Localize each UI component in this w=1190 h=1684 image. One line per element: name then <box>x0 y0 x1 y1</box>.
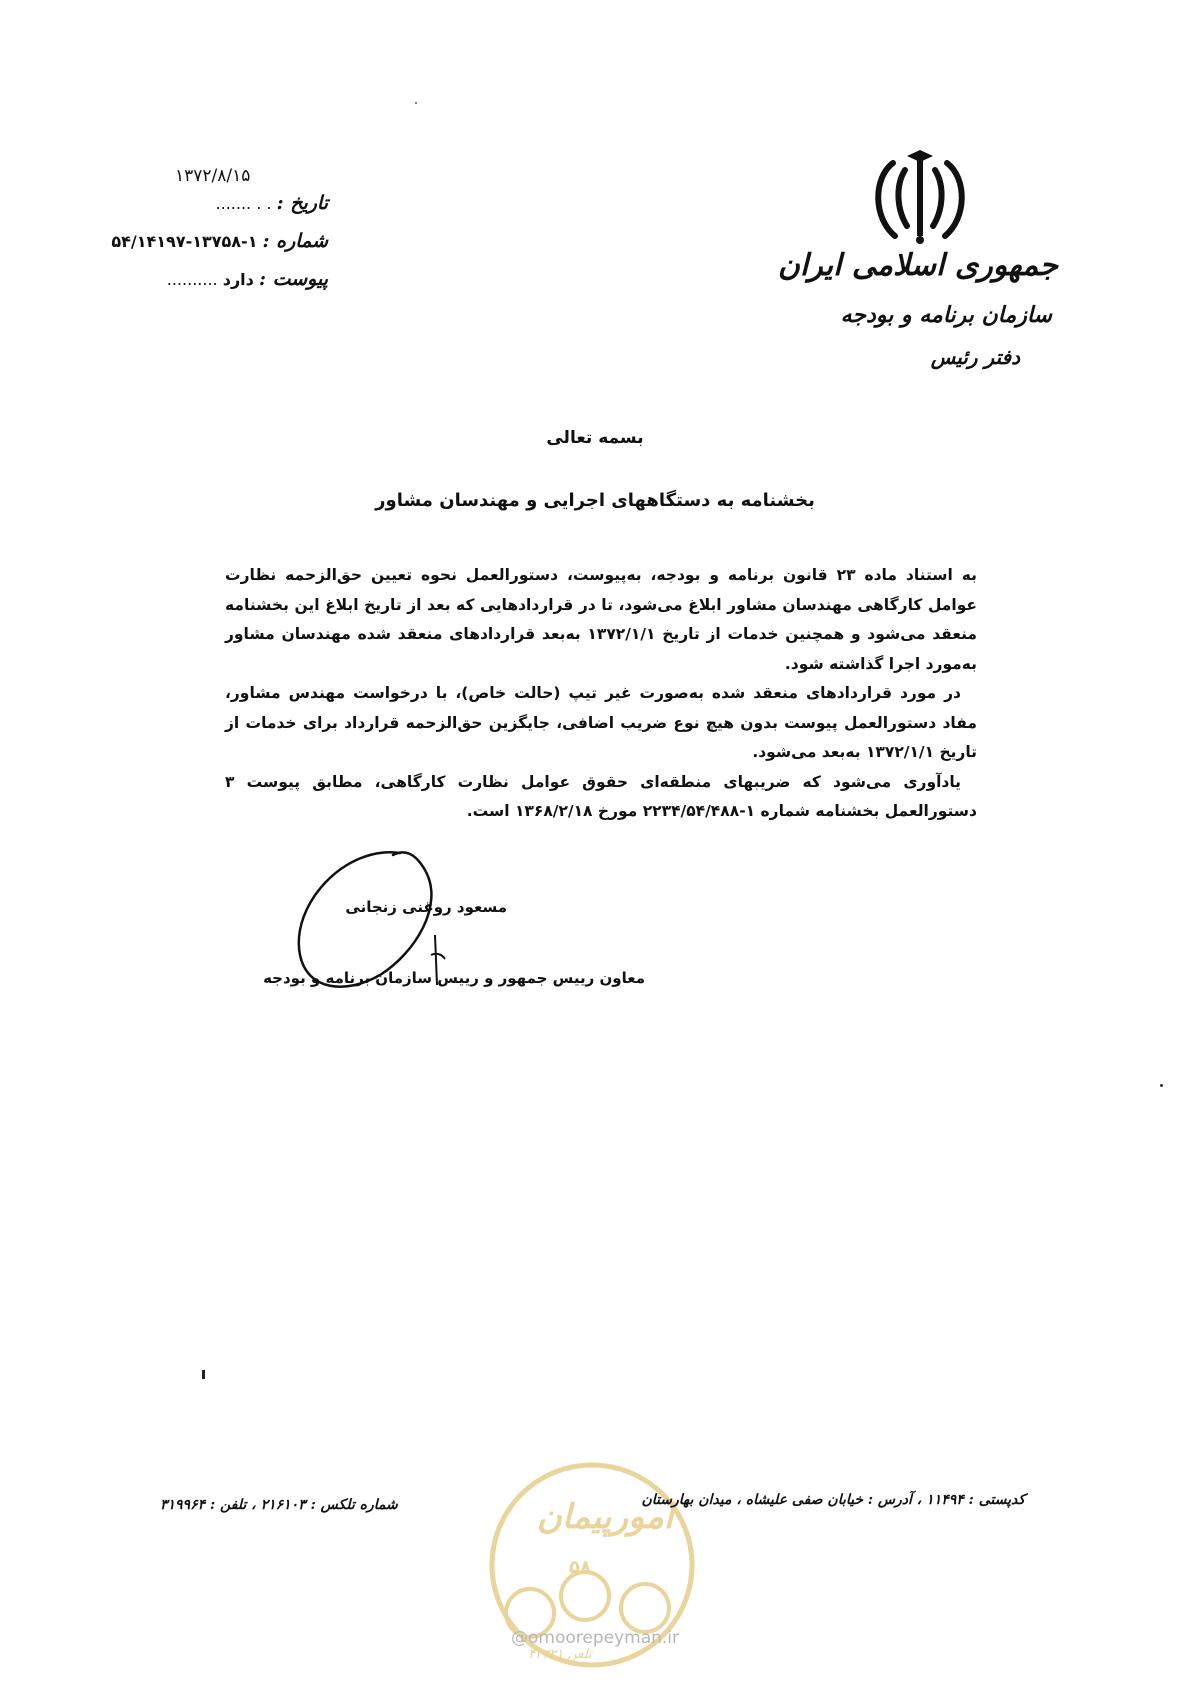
org-office: دفتر رئیس <box>930 345 1020 369</box>
scan-mark <box>202 1370 205 1379</box>
letter-subject: بخشنامه به دستگاههای اجرایی و مهندسان مشاور <box>375 490 815 511</box>
letter-date: ۱۳۷۲/۸/۱۵ <box>175 166 251 186</box>
body-paragraph-2: در مورد قراردادهای منعقد شده به‌صورت غیر تیپ (حالت خاص)، با درخواست مهندس مشاور، مفاد دستورالعمل پیوست بدون هیچ نوع ضریب اضافی، جایگزین حق‌الزحمه قرارداد برای خدمات از تاریخ ۱۳۷۲/۱/۱ به‌بعد می‌شود. <box>225 684 977 761</box>
body-paragraph-3: یادآوری می‌شود که ضریبهای منطقه‌ای حقوق عوامل نظارت کارگاهی، مطابق پیوست ۳ دستورالعمل بخشنامه شماره ۱-۲۲۳۴/۵۴/۴۸۸ مورخ ۱۳۶۸/۲/۱۸ است. <box>225 772 977 820</box>
number-label: شماره : <box>262 230 328 252</box>
date-label: تاریخ : <box>276 192 328 214</box>
footer-contact: شماره تلکس : ۲۱۶۱۰۳ ، تلفن : ۳۱۹۹۶۴ <box>160 1497 398 1513</box>
signer-title: معاون رییس جمهور و رییس سازمان برنامه و بودجه <box>263 969 645 987</box>
scan-dot <box>415 102 417 104</box>
signer-name: مسعود روغنی زنجانی <box>345 898 507 916</box>
body-paragraph-1: به استناد ماده ۲۳ قانون برنامه و بودجه، به‌پیوست، دستورالعمل نحوه تعیین حق‌الزحمه نظارت عوامل کارگاهی مهندسان مشاور ابلاغ می‌شود، تا در قراردادهایی که بعد از تاریخ ابلاغ این بخشنامه منعقد می‌شود و همچنین خدمات از تاریخ ۱۳۷۲/۱/۱ به‌بعد قراردادهای منعقد شده مهندسان مشاور به‌مورد اجرا گذاشته شود. <box>225 566 978 673</box>
watermark-phone: تلفن ۴۳۳۲۱ <box>528 1647 592 1662</box>
watermark-title: امورپیمان <box>536 1497 674 1537</box>
bismillah-heading: بسمه تعالی <box>546 428 644 448</box>
date-dots: . . ....... <box>215 194 272 213</box>
footer-address: کدپستی : ۱۱۴۹۴ ، آدرس : خیابان صفی علیشاه ، میدان بهارستان <box>641 1492 1025 1508</box>
attachment-label: پیوست : <box>258 268 328 290</box>
attachment-field <box>167 268 328 290</box>
watermark-number: ۵۸ <box>569 1557 591 1578</box>
org-country-name: جمهوری اسلامی ایران <box>777 248 1058 283</box>
letter-body <box>225 561 977 827</box>
letter-number: ۱-۱۳۷۵۸-۵۴/۱۴۱۹۷ <box>111 232 258 251</box>
iran-emblem-icon <box>865 148 975 248</box>
date-field <box>216 192 328 214</box>
attachment-value: دارد <box>222 270 254 289</box>
number-field <box>111 230 328 252</box>
org-name: سازمان برنامه و بودجه <box>840 302 1052 328</box>
scan-dot <box>1160 1084 1163 1087</box>
watermark-site: @omoorepeyman.ir <box>510 1628 680 1648</box>
handwritten-signature <box>285 835 505 1015</box>
attachment-dots: .......... <box>166 270 218 289</box>
